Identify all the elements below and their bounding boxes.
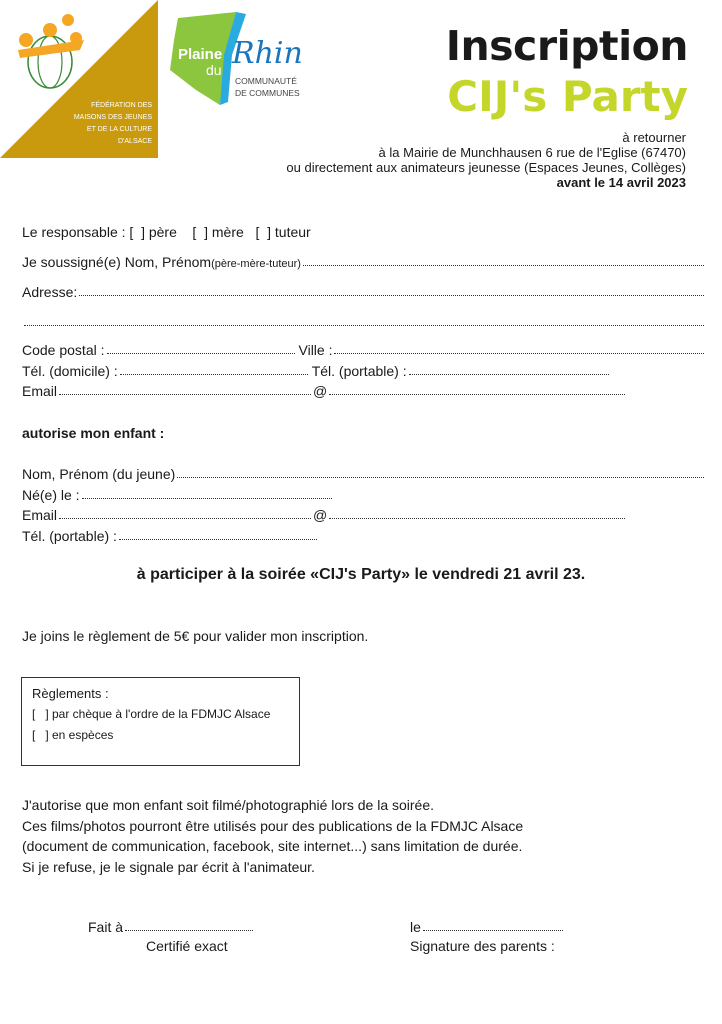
at-sign: @ bbox=[313, 507, 328, 523]
child-name-field[interactable] bbox=[177, 477, 704, 478]
label: Code postal : bbox=[22, 342, 105, 358]
fdmjc-text: D'ALSACE bbox=[117, 138, 152, 145]
fdmjc-text: FÉDÉRATION DES bbox=[91, 102, 152, 109]
parent-name-field[interactable] bbox=[303, 265, 704, 266]
fdmjc-logo bbox=[0, 0, 158, 158]
label: Tél. (portable) : bbox=[22, 528, 117, 544]
consent-line: Ces films/photos pourront être utilisés pour des publications de la FDMJC Alsace bbox=[22, 817, 524, 834]
logo-rhin: Rhin bbox=[232, 36, 303, 71]
payment-box bbox=[21, 677, 300, 766]
label: Tél. (domicile) : bbox=[22, 363, 118, 379]
mobile-phone-field[interactable] bbox=[409, 374, 609, 375]
child-phone-field[interactable] bbox=[119, 539, 317, 540]
event-title: CIJ's Party bbox=[447, 72, 688, 121]
certified-label: Certifié exact bbox=[146, 938, 228, 954]
return-line: à la Mairie de Munchhausen 6 rue de l'Eglise (67470) bbox=[378, 145, 686, 160]
label: Adresse: bbox=[22, 284, 78, 300]
return-line: à retourner bbox=[622, 130, 686, 145]
event-statement: à participer à la soirée «CIJ's Party» le vendredi 21 avril 23. bbox=[136, 566, 586, 583]
consent-text bbox=[22, 795, 523, 877]
label: Email bbox=[22, 383, 58, 399]
fdmjc-text: MAISONS DES JEUNES bbox=[73, 114, 152, 121]
fdmjc-text: ET DE LA CULTURE bbox=[86, 126, 152, 133]
address-field-2[interactable] bbox=[24, 325, 704, 326]
consent-line: Si je refuse, je le signale par écrit à l'animateur. bbox=[22, 858, 315, 875]
label: Tél. (portable) : bbox=[311, 363, 407, 379]
logo-du: du bbox=[206, 62, 222, 78]
payment-option-cash[interactable]: [ ] en espèces bbox=[32, 728, 114, 742]
label: Né(e) le : bbox=[22, 487, 80, 503]
logo-cc1: COMMUNAUTÉ bbox=[235, 76, 297, 86]
plaine-du-rhin-logo bbox=[166, 10, 311, 105]
label: Email bbox=[22, 507, 58, 523]
label: Ville : bbox=[298, 342, 333, 358]
label-note: (père-mère-tuteur) bbox=[211, 258, 301, 270]
postal-code-field[interactable] bbox=[107, 353, 295, 354]
return-line: ou directement aux animateurs jeunesse (Espaces Jeunes, Collèges) bbox=[286, 160, 686, 175]
consent-line: (document de communication, facebook, site internet...) sans limitation de durée. bbox=[22, 838, 523, 854]
label: Nom, Prénom (du jeune) bbox=[22, 466, 176, 482]
child-email-domain-field[interactable] bbox=[329, 518, 625, 519]
payment-title: Règlements : bbox=[32, 686, 109, 701]
city-field[interactable] bbox=[334, 353, 704, 354]
child-email-user-field[interactable] bbox=[59, 518, 311, 519]
address-field[interactable] bbox=[79, 295, 704, 296]
email-domain-field[interactable] bbox=[329, 394, 625, 395]
responsable-field[interactable]: Le responsable : [ ] père [ ] mère [ ] tuteur bbox=[22, 224, 311, 240]
logo-plaine: Plaine bbox=[178, 46, 223, 63]
date-field[interactable] bbox=[423, 930, 563, 931]
payment-option-cheque[interactable]: [ ] par chèque à l'ordre de la FDMJC Alsace bbox=[32, 707, 271, 721]
child-heading: autorise mon enfant : bbox=[22, 425, 165, 441]
place-field[interactable] bbox=[125, 930, 253, 931]
page-title: Inscription bbox=[445, 22, 688, 70]
consent-line: J'autorise que mon enfant soit filmé/photographié lors de la soirée. bbox=[22, 797, 435, 813]
label: Fait à bbox=[88, 919, 124, 935]
home-phone-field[interactable] bbox=[120, 374, 308, 375]
birthdate-field[interactable] bbox=[82, 498, 332, 499]
fee-statement: Je joins le règlement de 5€ pour valider mon inscription. bbox=[22, 628, 369, 644]
deadline: avant le 14 avril 2023 bbox=[556, 175, 686, 190]
label: le bbox=[410, 919, 421, 935]
email-user-field[interactable] bbox=[59, 394, 311, 395]
at-sign: @ bbox=[313, 383, 328, 399]
label: Je soussigné(e) Nom, Prénom bbox=[22, 254, 212, 270]
signature-label: Signature des parents : bbox=[410, 938, 555, 954]
logo-cc2: DE COMMUNES bbox=[235, 88, 300, 98]
